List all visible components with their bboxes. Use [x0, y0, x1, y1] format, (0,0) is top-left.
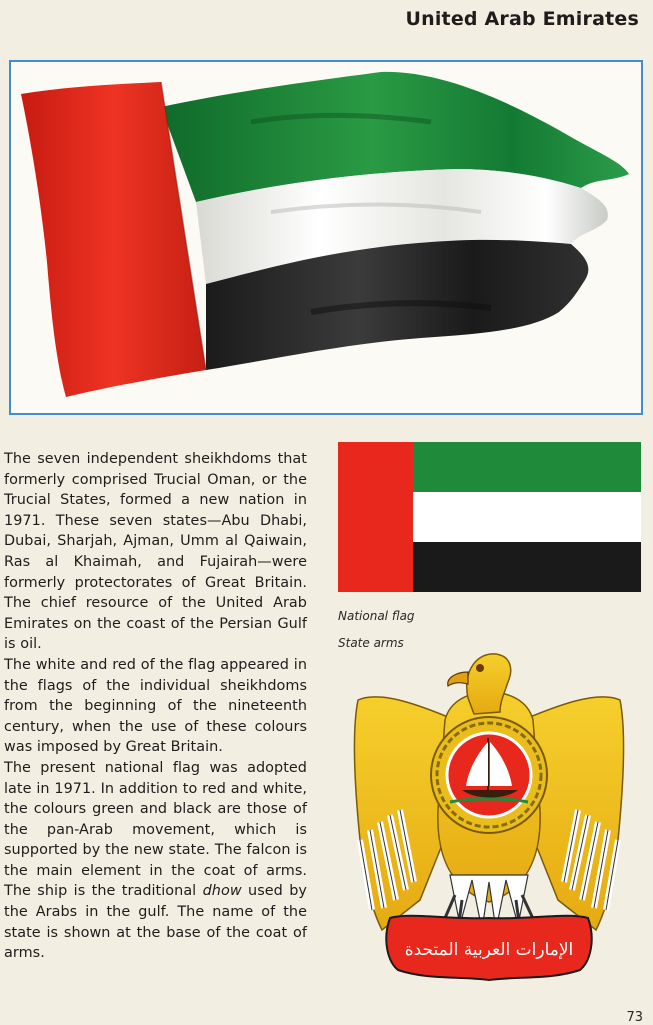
- emphasis-dhow: dhow: [202, 883, 242, 900]
- arms-scroll-text: الإمارات العربية المتحدة: [404, 940, 574, 960]
- body-text: [4, 449, 307, 964]
- paragraph-colours: The white and red of the flag appeared in the flags of the individual sheikhdoms from the beginning of the nineteenth century, when the use of these colours was imposed by Great Britain.: [4, 656, 307, 756]
- waving-flag-image: [11, 62, 641, 413]
- flag-green-band: [413, 442, 641, 492]
- paragraph-national-flag: [4, 758, 307, 964]
- national-flag-diagram: [338, 442, 641, 592]
- paragraph-text: The present national flag was adopted late in 1971. In addition to red and white, the colours green and black are those of the pan-Arab movement, which is supported by the new state. The falcon is the main element in the coat of arms. The ship is the traditional: [4, 759, 307, 900]
- flag-red-band: [338, 442, 413, 592]
- waving-flag-illustration: [9, 60, 643, 415]
- flag-white-band: [413, 492, 641, 542]
- caption-state-arms: State arms: [338, 636, 404, 650]
- paragraph-text: used by the Arabs in the gulf. The name of the state is shown at the base of the coat of arms.: [4, 883, 307, 962]
- caption-national-flag: National flag: [338, 609, 415, 623]
- flag-black-band: [413, 542, 641, 592]
- page-title: United Arab Emirates: [405, 8, 639, 30]
- falcon-eye: [476, 664, 484, 672]
- falcon-beak: [448, 672, 468, 686]
- page-number: 73: [626, 1010, 643, 1025]
- state-arms-emblem: [350, 650, 628, 986]
- paragraph-history: The seven independent sheikhdoms that formerly comprised Trucial Oman, or the Trucial States, formed a new nation in 1971. These seven states—Abu Dhabi, Dubai, Sharjah, Ajman, Umm al Qaiwain, Ras al Khaimah, and Fujairah—were formerly protectorates of Great Britain. The chief resource of the United Arab Emirates on the coast of the Persian Gulf is oil.: [4, 451, 307, 653]
